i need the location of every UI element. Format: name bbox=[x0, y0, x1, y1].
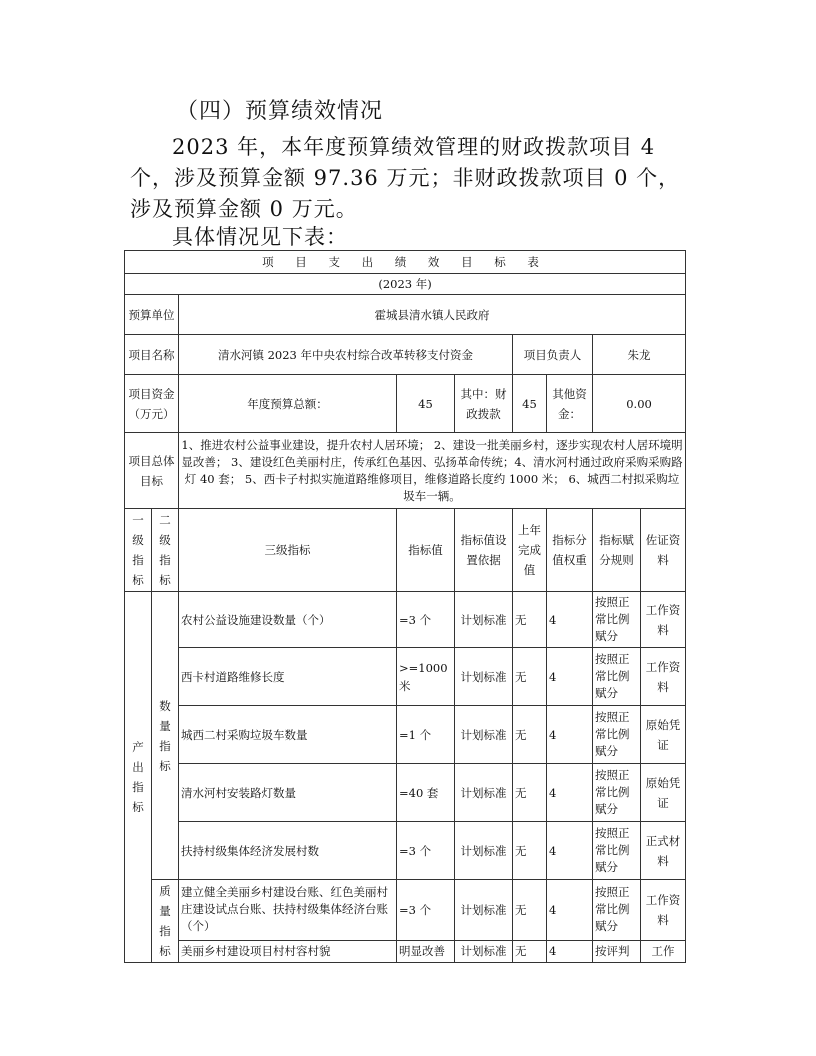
indicator-evidence: 原始凭证 bbox=[641, 706, 686, 764]
indicator-rule: 按照正常比例赋分 bbox=[593, 592, 641, 648]
indicator-rule: 按照正常比例赋分 bbox=[593, 822, 641, 880]
indicator-name: 扶持村级集体经济发展村数 bbox=[179, 822, 397, 880]
indicator-evidence: 工作资料 bbox=[641, 592, 686, 648]
other-label: 其他资金： bbox=[547, 375, 593, 433]
indicator-name: 西卡村道路维修长度 bbox=[179, 648, 397, 706]
summary-paragraph: 2023 年，本年度预算绩效管理的财政拨款项目 4 个，涉及预算金额 97.36 万元；非财政拨款项目 0 个，涉及预算金额 0 万元。 bbox=[130, 135, 681, 221]
indicator-basis: 计划标准 bbox=[455, 648, 513, 706]
indicator-last: 无 bbox=[513, 764, 547, 822]
indicator-evidence: 工作资料 bbox=[641, 648, 686, 706]
fiscal-label: 其中：财政拨款 bbox=[455, 375, 513, 433]
indicator-weight: 4 bbox=[547, 880, 593, 941]
indicator-weight: 4 bbox=[547, 940, 593, 962]
fiscal-value: 45 bbox=[513, 375, 547, 433]
indicator-value: 明显改善 bbox=[397, 940, 455, 962]
indicator-evidence: 正式材料 bbox=[641, 822, 686, 880]
total-value: 45 bbox=[397, 375, 455, 433]
indicator-weight: 4 bbox=[547, 648, 593, 706]
indicator-name: 清水河村安装路灯数量 bbox=[179, 764, 397, 822]
table-year: (2023 年) bbox=[125, 274, 686, 295]
section-heading: （四）预算绩效情况 bbox=[176, 99, 384, 124]
indicator-last: 无 bbox=[513, 706, 547, 764]
indicator-last: 无 bbox=[513, 822, 547, 880]
cat2-quality: 质量指标 bbox=[152, 880, 179, 963]
header-value: 指标值 bbox=[397, 509, 455, 592]
cat1-output: 产出指标 bbox=[125, 592, 152, 963]
indicator-rule: 按照正常比例赋分 bbox=[593, 648, 641, 706]
indicator-name: 农村公益设施建设数量（个） bbox=[179, 592, 397, 648]
manager-label: 项目负责人 bbox=[513, 335, 593, 375]
performance-table bbox=[124, 250, 686, 963]
indicator-weight: 4 bbox=[547, 592, 593, 648]
header-rule: 指标赋分规则 bbox=[593, 509, 641, 592]
other-value: 0.00 bbox=[593, 375, 686, 433]
indicator-basis: 计划标准 bbox=[455, 880, 513, 941]
total-label: 年度预算总额： bbox=[179, 375, 397, 433]
unit-label: 预算单位 bbox=[125, 295, 179, 335]
indicator-evidence: 原始凭证 bbox=[641, 764, 686, 822]
indicator-rule: 按照正常比例赋分 bbox=[593, 706, 641, 764]
indicator-value: =40 套 bbox=[397, 764, 455, 822]
indicator-basis: 计划标准 bbox=[455, 940, 513, 962]
cat2-quantity: 数量指标 bbox=[152, 592, 179, 880]
header-evidence: 佐证资料 bbox=[641, 509, 686, 592]
goal-label: 项目总体目标 bbox=[125, 433, 179, 509]
indicator-basis: 计划标准 bbox=[455, 822, 513, 880]
goal-text: 1、推进农村公益事业建设，提升农村人居环境； 2、建设一批美丽乡村，逐步实现农村人居环境明显改善； 3、建设红色美丽村庄，传承红色基因、弘扬革命传统；4、清水河村通过政府采购采购路灯 40 套； 5、西卡子村拟实施道路维修项目，维修道路长度约 1000 米； 6、城西二村拟采购垃圾车一辆。 bbox=[179, 433, 686, 509]
indicator-name: 建立健全美丽乡村建设台账、红色美丽村庄建设试点台账、扶持村级集体经济台账（个） bbox=[179, 880, 397, 941]
indicator-name: 城西二村采购垃圾车数量 bbox=[179, 706, 397, 764]
indicator-last: 无 bbox=[513, 648, 547, 706]
table-title: 项 目 支 出 绩 效 目 标 表 bbox=[125, 251, 686, 274]
indicator-last: 无 bbox=[513, 592, 547, 648]
indicator-evidence: 工作 bbox=[641, 940, 686, 962]
indicator-value: =1 个 bbox=[397, 706, 455, 764]
indicator-value: >=1000 米 bbox=[397, 648, 455, 706]
indicator-weight: 4 bbox=[547, 706, 593, 764]
project-value: 清水河镇 2023 年中央农村综合改革转移支付资金 bbox=[179, 335, 513, 375]
manager-value: 朱龙 bbox=[593, 335, 686, 375]
table-intro: 具体情况见下表： bbox=[172, 225, 348, 249]
indicator-name: 美丽乡村建设项目村村容村貌 bbox=[179, 940, 397, 962]
header-weight: 指标分值权重 bbox=[547, 509, 593, 592]
indicator-last: 无 bbox=[513, 940, 547, 962]
indicator-rule: 按照正常比例赋分 bbox=[593, 880, 641, 941]
header-level1: 一级指标 bbox=[125, 509, 152, 592]
indicator-weight: 4 bbox=[547, 822, 593, 880]
indicator-basis: 计划标准 bbox=[455, 706, 513, 764]
indicator-basis: 计划标准 bbox=[455, 592, 513, 648]
indicator-value: =3 个 bbox=[397, 592, 455, 648]
unit-value: 霍城县清水镇人民政府 bbox=[179, 295, 686, 335]
project-label: 项目名称 bbox=[125, 335, 179, 375]
indicator-value: =3 个 bbox=[397, 822, 455, 880]
indicator-last: 无 bbox=[513, 880, 547, 941]
indicator-value: =3 个 bbox=[397, 880, 455, 941]
header-level3: 三级指标 bbox=[179, 509, 397, 592]
fund-label: 项目资金（万元） bbox=[125, 375, 179, 433]
header-basis: 指标值设置依据 bbox=[455, 509, 513, 592]
indicator-evidence: 工作资料 bbox=[641, 880, 686, 941]
indicator-weight: 4 bbox=[547, 764, 593, 822]
header-level2: 二级指标 bbox=[152, 509, 179, 592]
indicator-rule: 按照正常比例赋分 bbox=[593, 764, 641, 822]
indicator-basis: 计划标准 bbox=[455, 764, 513, 822]
header-last: 上年完成值 bbox=[513, 509, 547, 592]
indicator-rule: 按评判 bbox=[593, 940, 641, 962]
